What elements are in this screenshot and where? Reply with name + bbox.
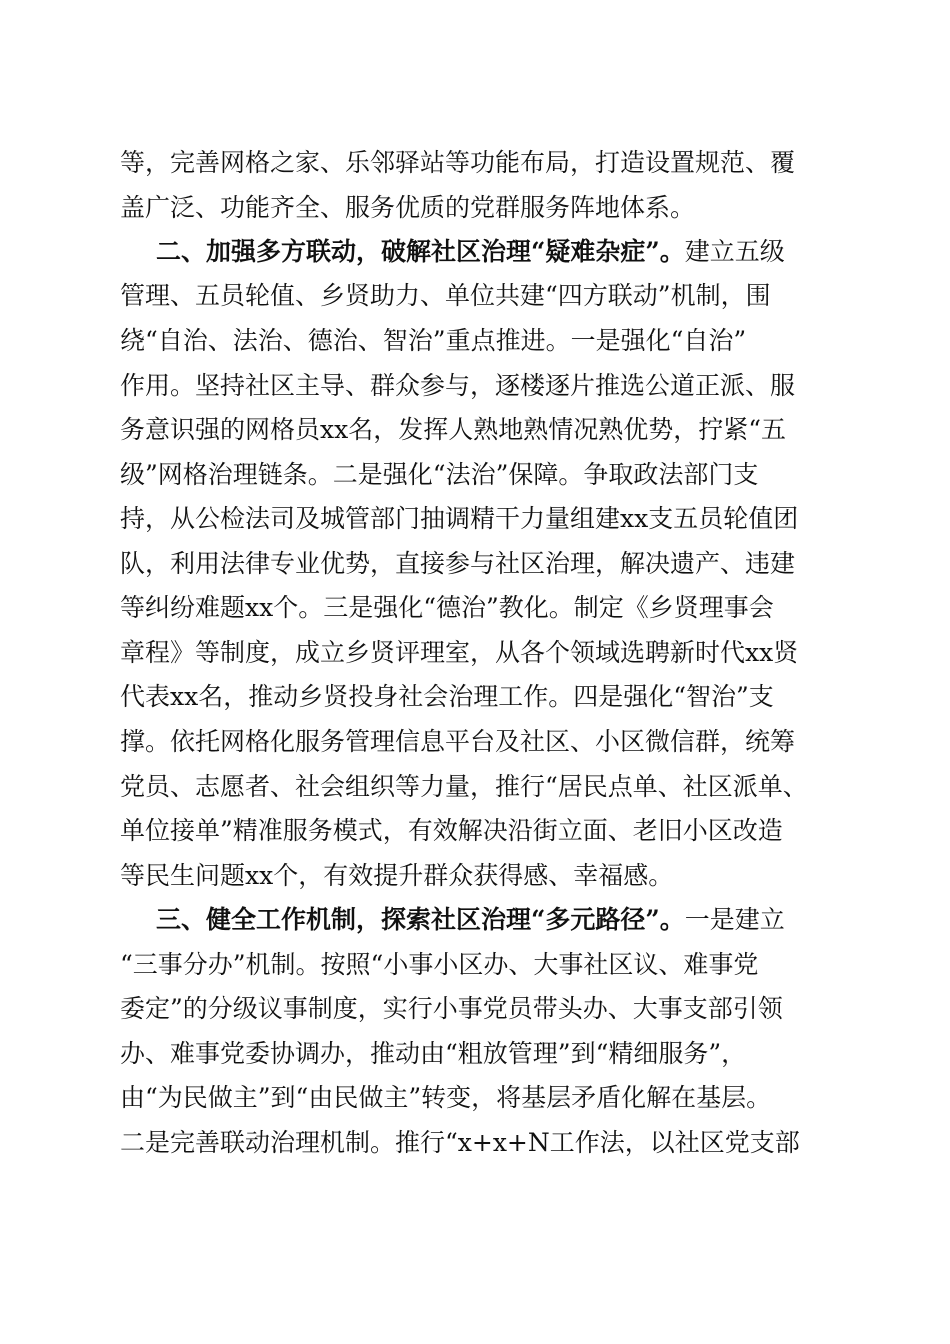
paragraph-first-line	[156, 230, 840, 274]
text-line: 盖广泛、功能齐全、服务优质的党群服务阵地体系。	[120, 193, 696, 222]
text-line: “三事分办”机制。按照“小事小区办、大事社区议、难事党	[120, 950, 759, 979]
text-line: 等民生问题xx个，有效提升群众获得感、幸福感。	[120, 861, 674, 890]
text-line: 务意识强的网格员xx名，发挥人熟地熟情况熟优势，拧紧“五	[120, 415, 786, 444]
text-line: 委定”的分级议事制度，实行小事党员带头办、大事支部引领	[120, 994, 783, 1023]
text-span: 一是建立	[684, 905, 785, 934]
text-line: 代表xx名，推动乡贤投身社会治理工作。四是强化“智治”支	[120, 682, 774, 711]
text-line: 撑。依托网格化服务管理信息平台及社区、小区微信群，统筹	[120, 727, 796, 756]
text-line: 作用。坚持社区主导、群众参与，逐楼逐片推选公道正派、服	[120, 371, 796, 400]
text-line: 章程》等制度，成立乡贤评理室，从各个领域选聘新时代xx贤	[120, 638, 799, 667]
section-heading: 三、健全工作机制，探索社区治理“多元路径”。	[156, 905, 685, 934]
text-line: 党员、志愿者、社会组织等力量，推行“居民点单、社区派单、	[120, 772, 808, 801]
text-line: 绕“自治、法治、德治、智治”重点推进。一是强化“自治”	[120, 326, 747, 355]
text-line: 持，从公检法司及城管部门抽调精干力量组建xx支五员轮值团	[120, 504, 799, 533]
paragraph-first-line	[156, 898, 840, 942]
text-line: 办、难事党委协调办，推动由“粗放管理”到“精细服务”，	[120, 1039, 747, 1068]
text-line: 等纠纷难题xx个。三是强化“德治”教化。制定《乡贤理事会	[120, 593, 774, 622]
text-span: 建立五级	[684, 237, 785, 266]
text-line: 单位接单”精准服务模式，有效解决沿街立面、老旧小区改造	[120, 816, 783, 845]
text-line: 队，利用法律专业优势，直接参与社区治理，解决遗产、违建	[120, 549, 796, 578]
text-line: 管理、五员轮值、乡贤助力、单位共建“四方联动”机制，围	[120, 281, 771, 310]
text-line: 由“为民做主”到“由民做主”转变，将基层矛盾化解在基层。	[120, 1083, 772, 1112]
section-heading: 二、加强多方联动，破解社区治理“疑难杂症”。	[156, 237, 685, 266]
text-line: 级”网格治理链条。二是强化“法治”保障。争取政法部门支	[120, 460, 759, 489]
text-line: 二是完善联动治理机制。推行“x+x+N工作法，以社区党支部	[120, 1128, 800, 1157]
text-line: 等，完善网格之家、乐邻驿站等功能布局，打造设置规范、覆	[120, 148, 796, 177]
